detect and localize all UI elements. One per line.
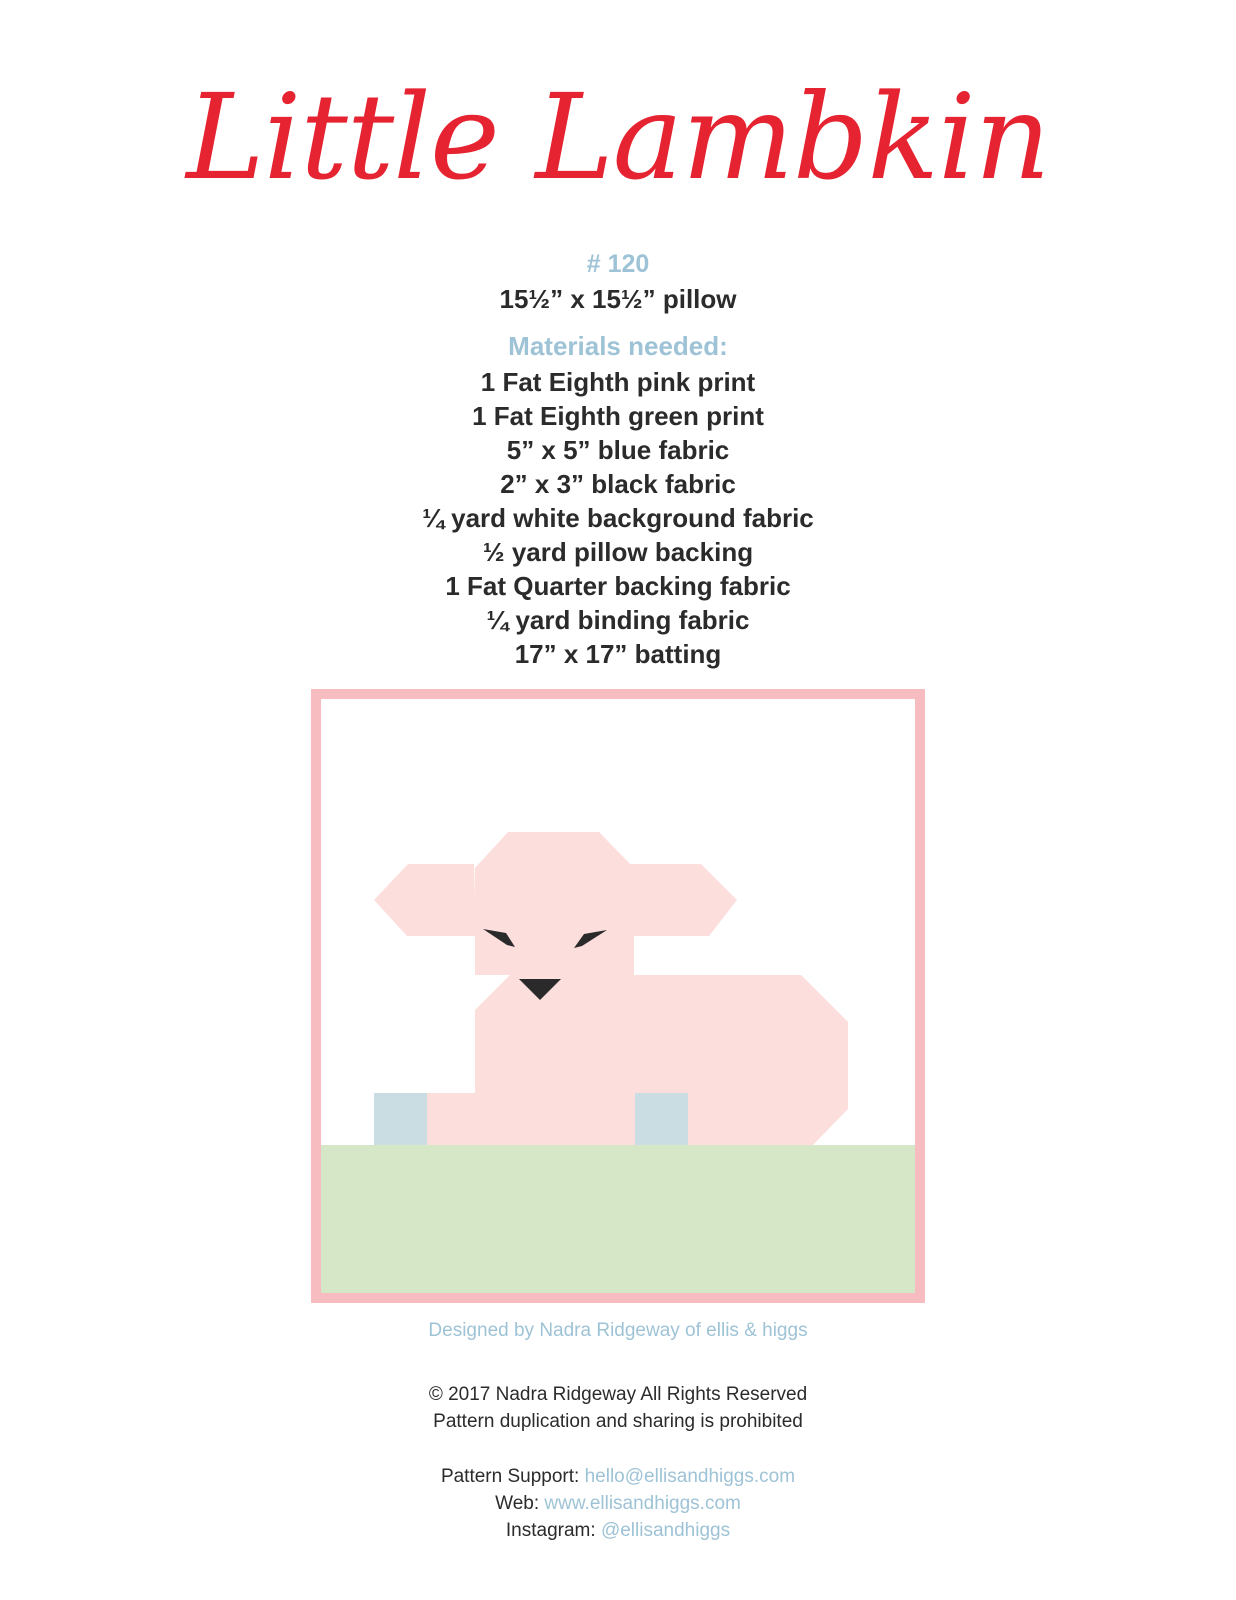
- materials-list: [0, 365, 1236, 671]
- copyright-line: © 2017 Nadra Ridgeway All Rights Reserved: [428, 1384, 808, 1405]
- instagram-row: [0, 1517, 1236, 1544]
- instagram-link[interactable]: @ellisandhiggs: [600, 1520, 731, 1541]
- website-link[interactable]: www.ellisandhiggs.com: [544, 1493, 741, 1514]
- material-item: 17” x 17” batting: [514, 639, 722, 669]
- instagram-label: Instagram:: [505, 1520, 601, 1541]
- material-item: 2” x 3” black fabric: [500, 469, 736, 499]
- support-row: [0, 1463, 1236, 1490]
- web-label: Web:: [495, 1493, 545, 1514]
- lamb-back-hoof: [635, 1093, 688, 1145]
- web-row: [0, 1490, 1236, 1517]
- support-email-link[interactable]: hello@ellisandhiggs.com: [584, 1466, 796, 1487]
- material-item: ½ yard pillow backing: [482, 537, 754, 567]
- quilt-block-illustration: [311, 689, 925, 1303]
- sharing-notice: Pattern duplication and sharing is prohibited: [433, 1411, 803, 1432]
- materials-heading: Materials needed:: [508, 331, 728, 361]
- designer-credit: Designed by Nadra Ridgeway of ellis & higgs: [428, 1320, 808, 1341]
- pillow-size: 15½” x 15½” pillow: [499, 284, 737, 314]
- lamb-head: [475, 832, 634, 975]
- lamb-front-hoof: [374, 1093, 427, 1145]
- material-item: 1 Fat Quarter backing fabric: [445, 571, 791, 601]
- copyright-notice: [0, 1381, 1236, 1435]
- contact-info: [0, 1463, 1236, 1544]
- material-item: 1 Fat Eighth green print: [472, 401, 764, 431]
- material-item: 1 Fat Eighth pink print: [480, 367, 756, 397]
- pattern-number: # 120: [586, 250, 650, 278]
- support-label: Pattern Support:: [440, 1466, 585, 1487]
- pattern-title: Little Lambkin: [186, 68, 1050, 206]
- material-item: ¼ yard binding fabric: [486, 605, 750, 635]
- material-item: ¼ yard white background fabric: [422, 503, 814, 533]
- material-item: 5” x 5” blue fabric: [506, 435, 730, 465]
- quilt-grass: [321, 1145, 915, 1293]
